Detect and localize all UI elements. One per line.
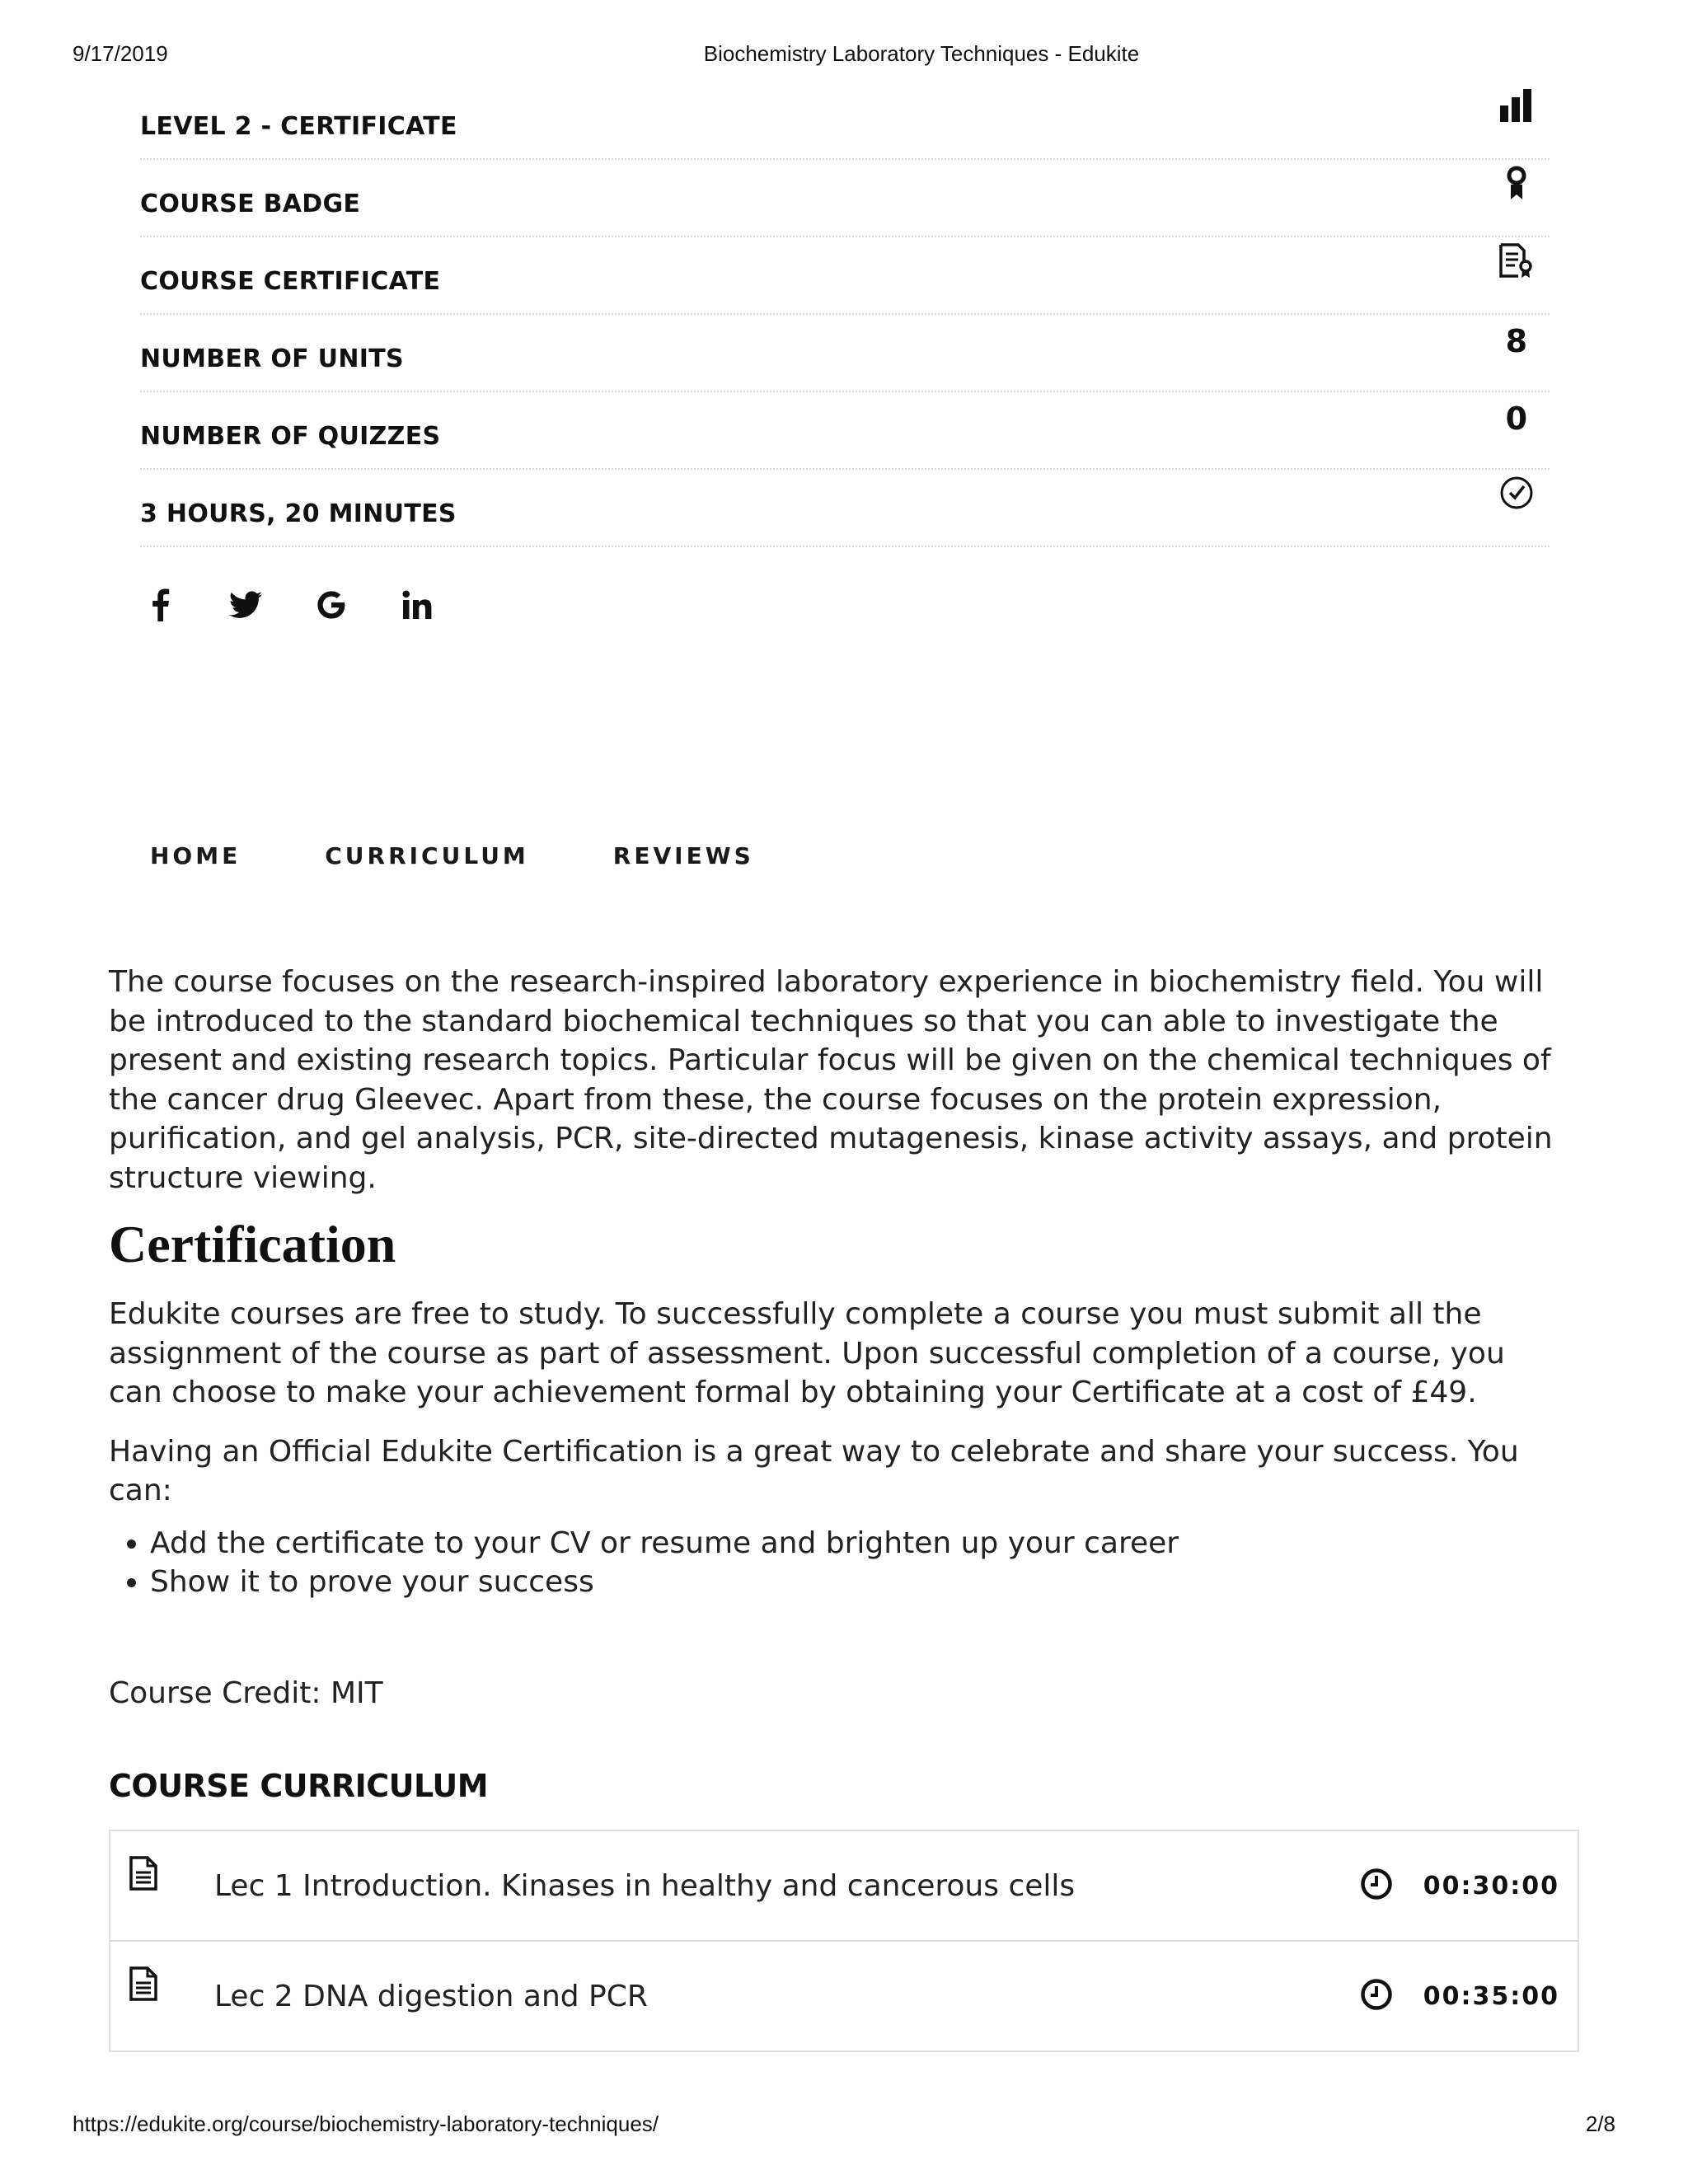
google-icon[interactable] [313, 587, 349, 623]
print-footer-url: https://edukite.org/course/biochemistry-laboratory-techniques/ [73, 2111, 659, 2136]
detail-label: COURSE CERTIFICATE [140, 266, 441, 296]
clock-check-icon [1484, 470, 1550, 511]
clock-icon [1360, 1868, 1393, 1904]
print-date: 9/17/2019 [73, 41, 168, 66]
lecture-title[interactable]: Lec 2 DNA digestion and PCR [214, 1979, 648, 2013]
course-content [109, 963, 1559, 1804]
certification-benefits [109, 1524, 1559, 1602]
lecture-duration: 00:35:00 [1423, 1981, 1559, 2011]
detail-label: NUMBER OF QUIZZES [140, 421, 441, 451]
document-icon [129, 1856, 158, 1894]
detail-label: LEVEL 2 - CERTIFICATE [140, 111, 457, 141]
course-tabs [150, 842, 754, 869]
tab-home[interactable]: HOME [150, 842, 241, 869]
course-description: The course focuses on the research-inspired laboratory experience in biochemistry field. You will be introduced to the standard biochemical techniques so that you can able to investigate the present and existing research topics. Particular focus will be given on the chemical techniques of the cancer drug Gleevec. Apart from these, the course focuses on the protein expression, purification, and gel analysis, PCR, site-directed mutagenesis, kinase activity assays, and protein structure viewing. [109, 965, 1553, 1195]
certification-para-1: Edukite courses are free to study. To successfully complete a course you must submit all the assignment of the course as part of assessment. Upon successful completion of a course, you can choose to make your achievement formal by obtaining your Certificate at a cost of £49. [109, 1297, 1505, 1410]
detail-row-units [140, 315, 1550, 392]
badge-icon [1484, 160, 1550, 201]
course-credit: Course Credit: MIT [109, 1675, 383, 1710]
certificate-icon [1484, 237, 1550, 279]
twitter-icon[interactable] [227, 587, 264, 623]
detail-label: 3 HOURS, 20 MINUTES [140, 499, 457, 528]
linkedin-icon[interactable] [399, 587, 435, 623]
print-page-title: Biochemistry Laboratory Techniques - Edukite [703, 41, 1140, 66]
detail-row-certificate [140, 237, 1550, 315]
curriculum-list [109, 1830, 1579, 2052]
certification-para-2: Having an Official Edukite Certification is a great way to celebrate and share your success. You can: [109, 1434, 1519, 1508]
tab-curriculum[interactable]: CURRICULUM [325, 842, 529, 869]
list-item: • Show it to prove your success [150, 1563, 1559, 1602]
curriculum-heading: COURSE CURRICULUM [109, 1767, 489, 1804]
print-page-number: 2/8 [1585, 2111, 1615, 2136]
detail-row-quizzes [140, 392, 1550, 470]
lecture-duration: 00:30:00 [1423, 1871, 1559, 1900]
detail-row-duration [140, 470, 1550, 547]
list-item: • Add the certificate to your CV or resume and brighten up your career [150, 1524, 1559, 1563]
clock-icon [1360, 1978, 1393, 2014]
units-count: 8 [1505, 323, 1528, 359]
lecture-row[interactable] [110, 1942, 1578, 2050]
detail-row-badge [140, 160, 1550, 237]
certification-heading: Certification [109, 1215, 396, 1273]
detail-label: NUMBER OF UNITS [140, 344, 404, 373]
lecture-row[interactable] [110, 1831, 1578, 1942]
quizzes-count: 0 [1505, 401, 1528, 437]
facebook-icon[interactable] [142, 587, 178, 623]
document-icon [129, 1966, 158, 2004]
tab-reviews[interactable]: REVIEWS [612, 842, 754, 869]
detail-label: COURSE BADGE [140, 189, 361, 218]
lecture-title[interactable]: Lec 1 Introduction. Kinases in healthy and cancerous cells [214, 1868, 1076, 1903]
course-details [140, 82, 1550, 547]
social-share [142, 587, 435, 623]
bar-chart-icon [1484, 82, 1550, 124]
detail-row-level [140, 82, 1550, 160]
